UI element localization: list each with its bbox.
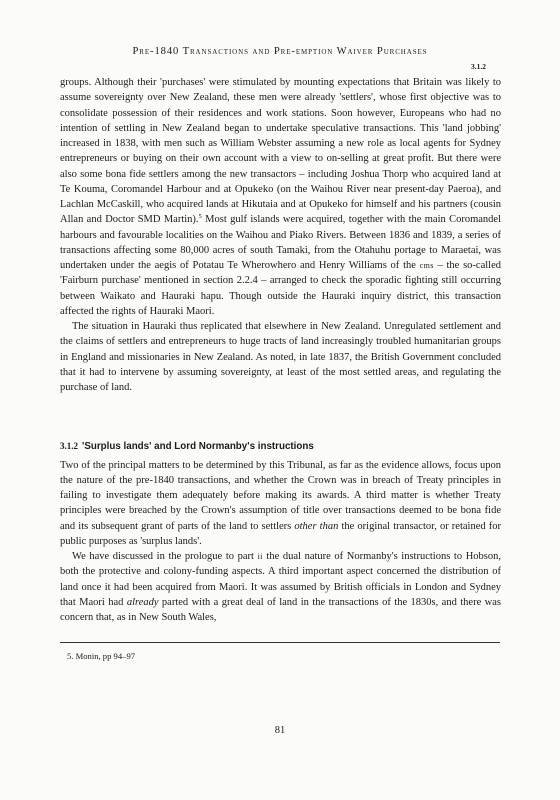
section-heading-number: 3.1.2 — [60, 441, 78, 452]
body-text — [60, 75, 501, 625]
paragraph — [60, 549, 501, 625]
emphasis: other than — [294, 520, 339, 532]
paragraph — [60, 75, 501, 319]
section-heading-title: 'Surplus lands' and Lord Normanby's instructions — [82, 441, 314, 453]
page-number: 81 — [274, 725, 286, 736]
paragraph — [60, 319, 501, 395]
paragraph-text: We have discussed in the prologue to part — [72, 551, 258, 562]
cms-abbreviation: cms — [419, 261, 434, 270]
footnote: 5. Monin, pp 94–97 — [67, 651, 136, 661]
part-number: ii — [257, 552, 263, 561]
paragraph-text: The situation in Hauraki thus replicated that elsewhere in New Zealand. Unregulated settlement and the claims of settlers and entrepreneurs to huge tracts of land increasingly troubled humanitarian groups in England and missionaries in New Zealand. As noted, in late 1837, the British Government concluded that it had to intervene by assuming sovereignty, at least of the most settled areas, and regulating the purchase of land. — [60, 321, 501, 393]
paragraph — [60, 458, 501, 550]
running-head: Pre-1840 Transactions and Pre-emption Waiver Purchases — [132, 46, 428, 57]
section-heading — [60, 439, 501, 454]
paragraph-text: parted with a great deal of land in the transactions of the 1830s, and there was concern that, as in New South Wales, — [60, 596, 501, 623]
paragraph-text: the dual nature of Normanby's instructions to Hobson, both the protective and colony-funding aspects. A third important aspect concerned the distribution of land once it had been acquired from Maori. It was assumed by British officials in London and Sydney that Maori had — [60, 551, 501, 608]
emphasis: already — [126, 596, 159, 608]
paragraph-text: Two of the principal matters to be determined by this Tribunal, as far as the evidence allows, focus upon the nature of the pre-1840 transactions, and whether the Crown was in breach of Treaty principles in failing to investigate them adequately before making its awards. A third matter is whether Treaty principles were breached by the Crown's assumption of title over transactions deemed to be bona fide and its subsequent grant of parts of the land to settlers — [60, 459, 501, 532]
paragraph-text: groups. Although their 'purchases' were stimulated by mounting expectations that Britain was likely to assume sovereignty over New Zealand, these men were already 'settlers', whose first objective was to consolidate possession of their residences and work stations. Soon however, Europeans who had no intention of settling in New Zealand began to undertake speculative transactions. This 'land jobbing' increased in 1838, with men such as William Webster assuming a new role as local agents for Sydney entrepreneurs or buying on their own account with a view to on-selling at great profit. But there were also some bona fide settlers among the new transactors – including Joshua Thorp who acquired land at Te Kouma, Coromandel Harbour and at Opukeko (on the Waihou River near present-day Paeroa), and Lachlan McCaskill, who acquired lands at Hikutaia and at Opukeko for himself and his partners (cousin Allan and Doctor SMD Martin). — [60, 77, 501, 226]
paragraph-text: the original transactor, or retained for public purposes as 'surplus lands'. — [60, 520, 501, 547]
footnote-reference[interactable]: 5 — [198, 213, 202, 221]
footnote-divider — [60, 642, 500, 643]
paragraph-text: – the so-called 'Fairburn purchase' mentioned in section 2.2.4 – arranged to check the sporadic fighting still occurring between Waikato and Hauraki hapu. Though outside the Hauraki inquiry district, this transaction affected the rights of Hauraki Maori. — [60, 260, 501, 317]
running-section-number: 3.1.2 — [471, 62, 486, 71]
paragraph-text: Most gulf islands were acquired, together with the main Coromandel harbours and favourable localities on the Waihou and Piako Rivers. Between 1836 and 1839, a series of transactions affecting some 80,000 acres of south Tamaki, from the Otahuhu portage to Maraetai, was undertaken under the aegis of Potatau Te Wherowhero and Henry Williams of the — [60, 214, 502, 271]
